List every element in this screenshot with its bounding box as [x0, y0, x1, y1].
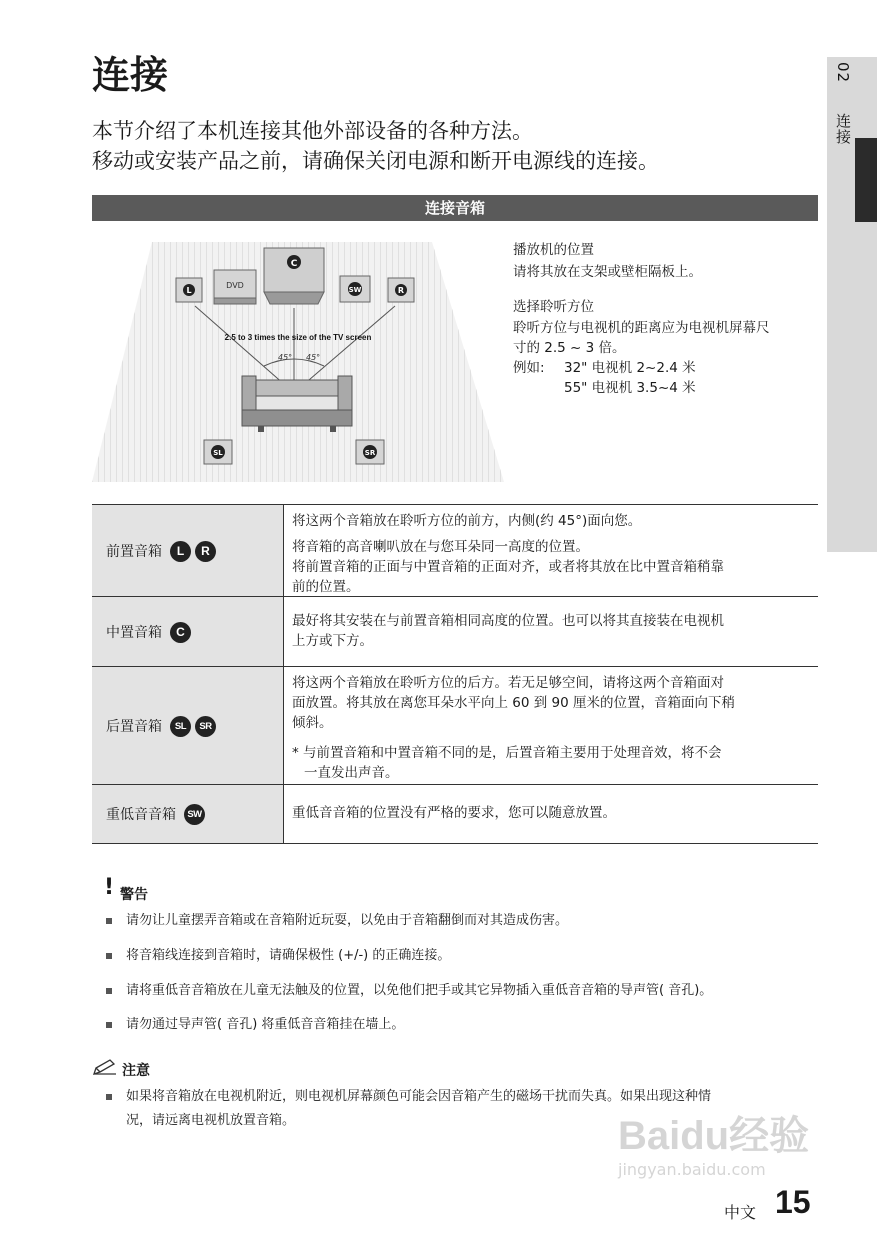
front-desc-3: 将前置音箱的正面与中置音箱的正面对齐，或者将其放在比中置音箱稍靠: [292, 559, 724, 575]
front-speaker-label: 前置音箱: [106, 544, 162, 560]
player-position-heading: 播放机的位置: [513, 242, 594, 258]
sub-speaker-desc: [292, 803, 800, 823]
player-position-text: 请将其放在支架或壁柜隔板上。: [513, 264, 702, 280]
rear-desc-1: 将这两个音箱放在聆听方位的后方。若无足够空间，请将这两个音箱面对: [292, 675, 724, 691]
badge-sl: SL: [170, 716, 191, 737]
section-header: 连接音箱: [92, 195, 818, 221]
warning-item-2: 将音箱线连接到音箱时，请确保极性 (+/-) 的正确连接。: [106, 945, 811, 967]
subwoofer: [340, 276, 370, 302]
chapter-number: 02: [834, 62, 852, 84]
right-speaker-label: R: [397, 286, 405, 295]
rear-speaker-label-cell: [92, 667, 284, 785]
front-speaker-label-cell: [92, 505, 284, 597]
badge-c: C: [170, 622, 191, 643]
listening-text-1: 聆听方位与电视机的距离应为电视机屏幕尺: [513, 320, 770, 336]
rear-desc-5: 一直发出声音。: [304, 765, 399, 781]
angle-right: 45°: [306, 353, 321, 362]
sub-speaker-label: 重低音音箱: [106, 807, 176, 823]
rear-speaker-desc: [292, 673, 800, 783]
front-desc-4: 前的位置。: [292, 579, 360, 595]
pencil-icon: [92, 1058, 118, 1076]
example-32: 32" 电视机 2~2.4 米: [564, 360, 696, 376]
center-desc-2: 上方或下方。: [292, 633, 373, 649]
warning-item-1: 请勿让儿童摆弄音箱或在音箱附近玩耍，以免由于音箱翻倒而对其造成伤害。: [106, 910, 811, 932]
center-speaker-desc: [292, 611, 800, 651]
note-heading: 注意: [122, 1063, 150, 1079]
center-desc-1: 最好将其安装在与前置音箱相同高度的位置。也可以将其直接装在电视机: [292, 613, 724, 629]
dvd-player: [214, 270, 256, 304]
page-number: 15: [775, 1184, 811, 1220]
front-desc-2: 将音箱的高音喇叭放在与您耳朵同一高度的位置。: [292, 539, 589, 555]
table-row-rear: [92, 666, 818, 785]
chapter-name: 连接: [834, 112, 852, 145]
listening-heading: 选择聆听方位: [513, 299, 594, 315]
badge-r: R: [195, 541, 216, 562]
rear-speaker-label: 后置音箱: [106, 719, 162, 735]
table-row-center: [92, 596, 818, 667]
example-label: 例如:: [513, 360, 545, 376]
front-left-speaker: [176, 278, 202, 302]
sr-speaker-label: SR: [364, 449, 376, 457]
rear-desc-4: * 与前置音箱和中置音箱不同的是，后置音箱主要用于处理音效，将不会: [292, 745, 722, 761]
rear-desc-2: 面放置。将其放在离您耳朵水平向上 60 到 90 厘米的位置，音箱面向下稍: [292, 695, 736, 711]
badge-sw: SW: [184, 804, 205, 825]
front-desc-1: 将这两个音箱放在聆听方位的前方，内侧(约 45°)面向您。: [292, 513, 642, 529]
example-55: 55" 电视机 3.5~4 米: [564, 380, 696, 396]
dvd-label: DVD: [226, 281, 244, 290]
rear-desc-3: 倾斜。: [292, 715, 333, 731]
front-speaker-desc: [292, 511, 800, 597]
footer-language: 中文: [724, 1203, 757, 1222]
subwoofer-label: SW: [348, 286, 362, 294]
front-right-speaker: [388, 278, 414, 302]
chapter-tab-marker: [855, 138, 877, 222]
note-item: 如果将音箱放在电视机附近，则电视机屏幕颜色可能会因音箱产生的磁场干扰而失真。如果出现这种情: [106, 1086, 811, 1108]
surround-left-speaker: [204, 440, 232, 464]
listening-text-2: 寸的 2.5 ~ 3 倍。: [513, 340, 626, 356]
page-title: 连接: [92, 53, 169, 97]
center-speaker-label-cell: [92, 597, 284, 667]
distance-text: 2.5 to 3 times the size of the TV screen: [224, 333, 372, 342]
badge-sr: SR: [195, 716, 216, 737]
warning-item-3: 请将重低音音箱放在儿童无法触及的位置，以免他们把手或其它异物插入重低音音箱的导声管( 音孔)。: [106, 980, 811, 1002]
watermark-url: jingyan.baidu.com: [618, 1160, 766, 1179]
badge-l: L: [170, 541, 191, 562]
sl-speaker-label: SL: [213, 449, 223, 457]
angle-left: 45°: [278, 353, 293, 362]
center-speaker-label: C: [290, 259, 298, 269]
table-row-sub: [92, 784, 818, 844]
chapter-tab-label: [832, 62, 854, 145]
watermark-logo: Baidu经验: [618, 1114, 810, 1158]
speaker-placement-diagram: [92, 240, 504, 482]
surround-right-speaker: [356, 440, 384, 464]
tv-center-speaker: [264, 248, 324, 304]
warning-icon: !: [104, 875, 115, 900]
intro-line-2: 移动或安装产品之前，请确保关闭电源和断开电源线的连接。: [92, 149, 659, 173]
center-speaker-label: 中置音箱: [106, 625, 162, 641]
sofa: [242, 376, 352, 432]
note-item-cont: 况，请远离电视机放置音箱。: [126, 1113, 296, 1128]
table-row-front: [92, 504, 818, 597]
sub-desc-1: 重低音音箱的位置没有严格的要求，您可以随意放置。: [292, 805, 616, 821]
sub-speaker-label-cell: [92, 785, 284, 843]
left-speaker-label: L: [186, 286, 192, 295]
warning-heading: 警告: [120, 887, 148, 903]
intro-line-1: 本节介绍了本机连接其他外部设备的各种方法。: [92, 119, 533, 143]
warning-item-4: 请勿通过导声管( 音孔) 将重低音音箱挂在墙上。: [106, 1014, 811, 1036]
